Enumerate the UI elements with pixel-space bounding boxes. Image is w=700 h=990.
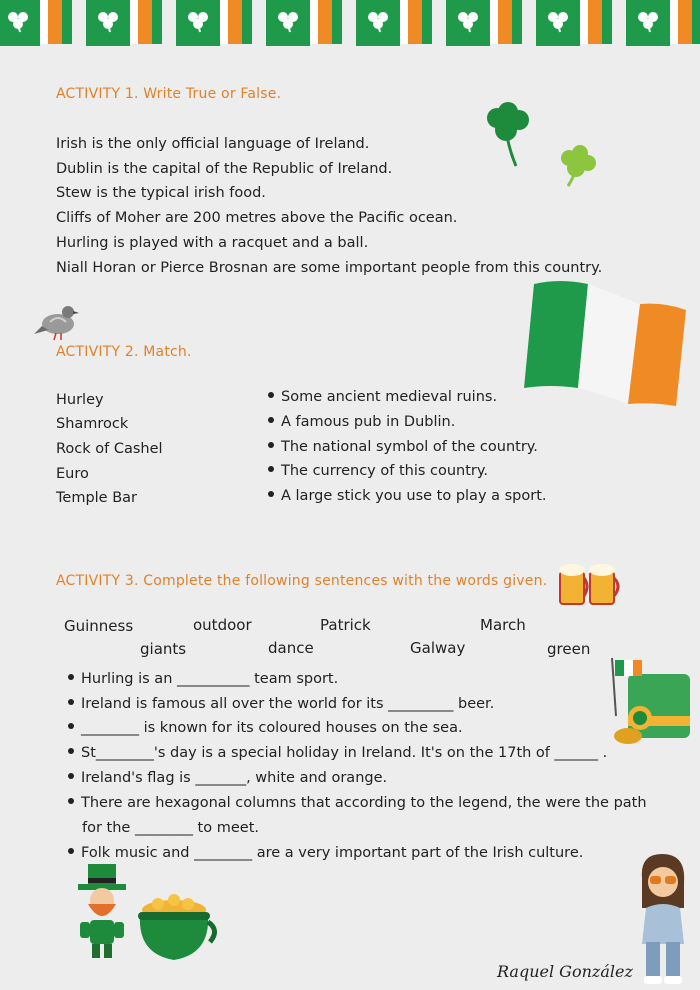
bunting-flag <box>670 0 678 44</box>
bunting-flag <box>228 0 242 44</box>
bunting-flag <box>512 0 522 44</box>
bunting-flag <box>580 0 588 44</box>
fill-sentence: There are hexagonal columns that according to the legend, the were the path <box>68 795 647 811</box>
hat-and-flag-icon <box>606 656 694 752</box>
bunting-flag <box>130 0 138 44</box>
fill-sentence: Hurling is an __________ team sport. <box>68 671 338 687</box>
bunting-flag <box>242 0 252 44</box>
bunting-flag <box>152 0 162 44</box>
bunting-flag <box>318 0 332 44</box>
fill-sentence: ________ is known for its coloured houses on the sea. <box>68 720 463 736</box>
word-bank-item: March <box>480 616 526 634</box>
bunting-flag <box>332 0 342 44</box>
shamrock-icon <box>556 142 602 188</box>
pot-of-gold-icon <box>130 888 220 964</box>
tf-statement: Hurling is played with a racquet and a ball. <box>56 235 369 251</box>
word-bank-item: giants <box>140 640 187 658</box>
bunting-flag <box>678 0 692 44</box>
bunting-flag <box>422 0 432 44</box>
match-term: Temple Bar <box>56 490 137 506</box>
match-definition: A famous pub in Dublin. <box>268 414 455 430</box>
bunting-flag <box>48 0 62 44</box>
activity-1-title: ACTIVITY 1. Write True or False. <box>56 86 282 102</box>
word-bank-item: dance <box>268 639 314 657</box>
match-term: Euro <box>56 466 89 482</box>
bunting-flag <box>62 0 72 44</box>
fill-sentence: St________'s day is a special holiday in Ireland. It's on the 17th of ______ . <box>68 745 607 761</box>
bunting-flag <box>602 0 612 44</box>
bunting-flag <box>310 0 318 44</box>
avatar-girl-icon <box>628 848 698 986</box>
pigeon-icon <box>34 300 80 342</box>
bunting-flag <box>692 0 700 44</box>
bunting-flag <box>498 0 512 44</box>
word-bank-item: Patrick <box>320 616 371 634</box>
bunting-flag <box>408 0 422 44</box>
bunting-flag <box>400 0 408 44</box>
tf-statement: Cliffs of Moher are 200 metres above the Pacific ocean. <box>56 210 458 226</box>
fill-sentence-continuation: for the ________ to meet. <box>82 820 259 836</box>
beer-mugs-icon <box>554 556 624 610</box>
leprechaun-icon <box>66 862 138 962</box>
shamrock-icon <box>482 102 534 168</box>
bunting-banner <box>0 0 700 50</box>
word-bank-item: Guinness <box>64 617 134 635</box>
activity-2-title: ACTIVITY 2. Match. <box>56 344 192 360</box>
match-definition: Some ancient medieval ruins. <box>268 389 497 405</box>
match-definition: The currency of this country. <box>268 463 488 479</box>
word-bank-item: outdoor <box>193 616 252 634</box>
match-term: Shamrock <box>56 416 129 432</box>
match-term: Rock of Cashel <box>56 441 163 457</box>
fill-sentence: Ireland's flag is _______, white and orange. <box>68 770 387 786</box>
tf-statement: Irish is the only official language of Ireland. <box>56 136 370 152</box>
match-definition: A large stick you use to play a sport. <box>268 488 547 504</box>
bunting-flag <box>138 0 152 44</box>
match-term: Hurley <box>56 392 104 408</box>
fill-sentence: Ireland is famous all over the world for its _________ beer. <box>68 696 494 712</box>
irish-flag-icon <box>520 276 690 416</box>
bunting-flag <box>588 0 602 44</box>
word-bank-item: Galway <box>410 639 466 657</box>
author-signature: Raquel González <box>497 962 633 981</box>
tf-statement: Niall Horan or Pierce Brosnan are some important people from this country. <box>56 260 603 276</box>
bunting-flag <box>490 0 498 44</box>
match-definition: The national symbol of the country. <box>268 439 538 455</box>
word-bank-item: green <box>547 640 591 658</box>
activity-3-title: ACTIVITY 3. Complete the following sentences with the words given. <box>56 573 548 589</box>
tf-statement: Stew is the typical irish food. <box>56 185 266 201</box>
bunting-flag <box>220 0 228 44</box>
bunting-flag <box>40 0 48 44</box>
tf-statement: Dublin is the capital of the Republic of Ireland. <box>56 161 393 177</box>
fill-sentence: Folk music and ________ are a very important part of the Irish culture. <box>68 845 583 861</box>
